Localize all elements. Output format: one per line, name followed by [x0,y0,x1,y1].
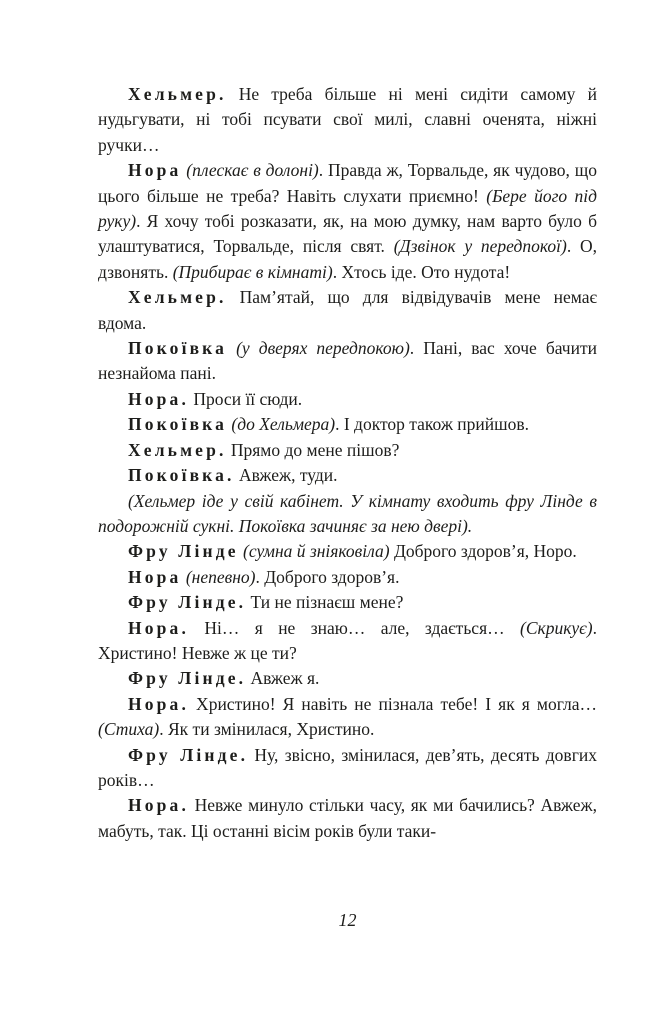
character-name: Фру Лінде. [128,744,249,765]
dialogue-paragraph [98,387,597,412]
page-number: 12 [338,910,357,930]
dialogue-paragraph [98,692,597,743]
stage-direction: (Скрикує) [520,617,593,638]
dialogue-text: Ну, звісно, змінилася, дев’ять, десять довгих років… [98,744,597,790]
dialogue-text: Ні… я не знаю… але, здається… [188,617,521,638]
dialogue-text: . Як ти змінилася, Христино. [159,719,375,740]
dialogue-text: . І доктор також прийшов. [335,414,530,435]
dialogue-text: . Христино! Невже ж це ти? [98,617,597,663]
dialogue-paragraph [98,539,597,564]
stage-direction: (у дверях передпокою) [227,338,410,359]
dialogue-paragraph [98,336,597,387]
character-name: Нора. [128,693,189,714]
stage-direction: (Дзвінок у передпокої) [393,236,567,257]
dialogue-paragraph [98,463,597,488]
stage-direction: (сумна й зніяковіла) [238,541,390,562]
character-name: Нора. [128,617,189,638]
character-name: Фру Лінде. [128,592,247,613]
character-name: Фру Лінде [128,541,239,562]
dialogue-paragraph [98,565,597,590]
dialogue-paragraph [98,666,597,691]
dialogue-text: Прямо до мене пішов? [226,439,400,460]
character-name: Фру Лінде. [128,668,247,689]
character-name: Хельмер. [128,84,227,104]
dialogue-text: . Пані, вас хоче бачити незнайома пані. [98,338,597,384]
dialogue-text: . Хтось іде. Ото нудота! [332,261,511,282]
dialogue-text: Невже минуло стільки часу, як ми бачились? Авжеж, мабуть, так. Ці останні вісім років були таки- [98,795,597,841]
dialogue-text: . О, дзвонять. [98,236,597,282]
dialogue-text: . Доброго здоров’я. [255,566,400,587]
dialogue-paragraph [98,438,597,463]
stage-direction: (до Хельмера) [227,414,336,435]
character-name: Хельмер. [128,439,227,460]
dialogue-text: Ти не пізнаєш мене? [246,592,404,613]
stage-direction: (плескає в долоні) [181,160,319,181]
character-name: Нора. [128,388,189,409]
dialogue-paragraph [98,616,597,667]
character-name: Покоївка [128,338,228,359]
character-name: Нора [128,566,182,587]
page-text-block [98,82,597,844]
dialogue-paragraph [98,793,597,844]
dialogue-text: Проси її сюди. [188,388,303,409]
character-name: Нора [128,160,182,181]
dialogue-paragraph [98,82,597,158]
dialogue-paragraph [98,158,597,285]
dialogue-text: Авжеж, туди. [234,465,338,486]
stage-direction: (Стиха) [98,719,160,740]
character-name: Нора. [128,795,189,816]
dialogue-text: Пам’ятай, що для відвідувачів мене немає вдома. [98,287,597,333]
dialogue-paragraph [98,743,597,794]
dialogue-text: Христино! Я навіть не пізнала тебе! І як я могла… [188,693,597,714]
dialogue-text: Не треба більше ні мені сидіти самому й нудьгувати, ні тобі псувати свої милі, славні оченята, ніжні ручки… [98,84,597,155]
dialogue-paragraph [98,590,597,615]
dialogue-text: . Я хочу тобі розказати, як, на мою думку, нам варто було б улаштуватися, Торвальде, після свят. [98,211,597,257]
stage-direction: (Хельмер іде у свій кабінет. У кімнату входить фру Лінде в подорожній сукні. Покоївка зачиняє за нею двері). [98,490,597,536]
dialogue-text: Доброго здоров’я, Норо. [389,541,577,562]
dialogue-text: . Правда ж, Торвальде, як чудово, що цього більше не треба? Навіть слухати приємно! [98,160,597,206]
character-name: Хельмер. [128,287,227,308]
stage-direction-paragraph [98,489,597,540]
character-name: Покоївка [128,414,228,435]
dialogue-text: Авжеж я. [246,668,320,689]
dialogue-paragraph [98,412,597,437]
character-name: Покоївка. [128,465,235,486]
stage-direction: (Бере його під руку) [98,185,598,232]
dialogue-paragraph [98,285,597,336]
stage-direction: (Прибирає в кімнаті) [172,261,333,282]
stage-direction: (непевно) [181,566,256,587]
